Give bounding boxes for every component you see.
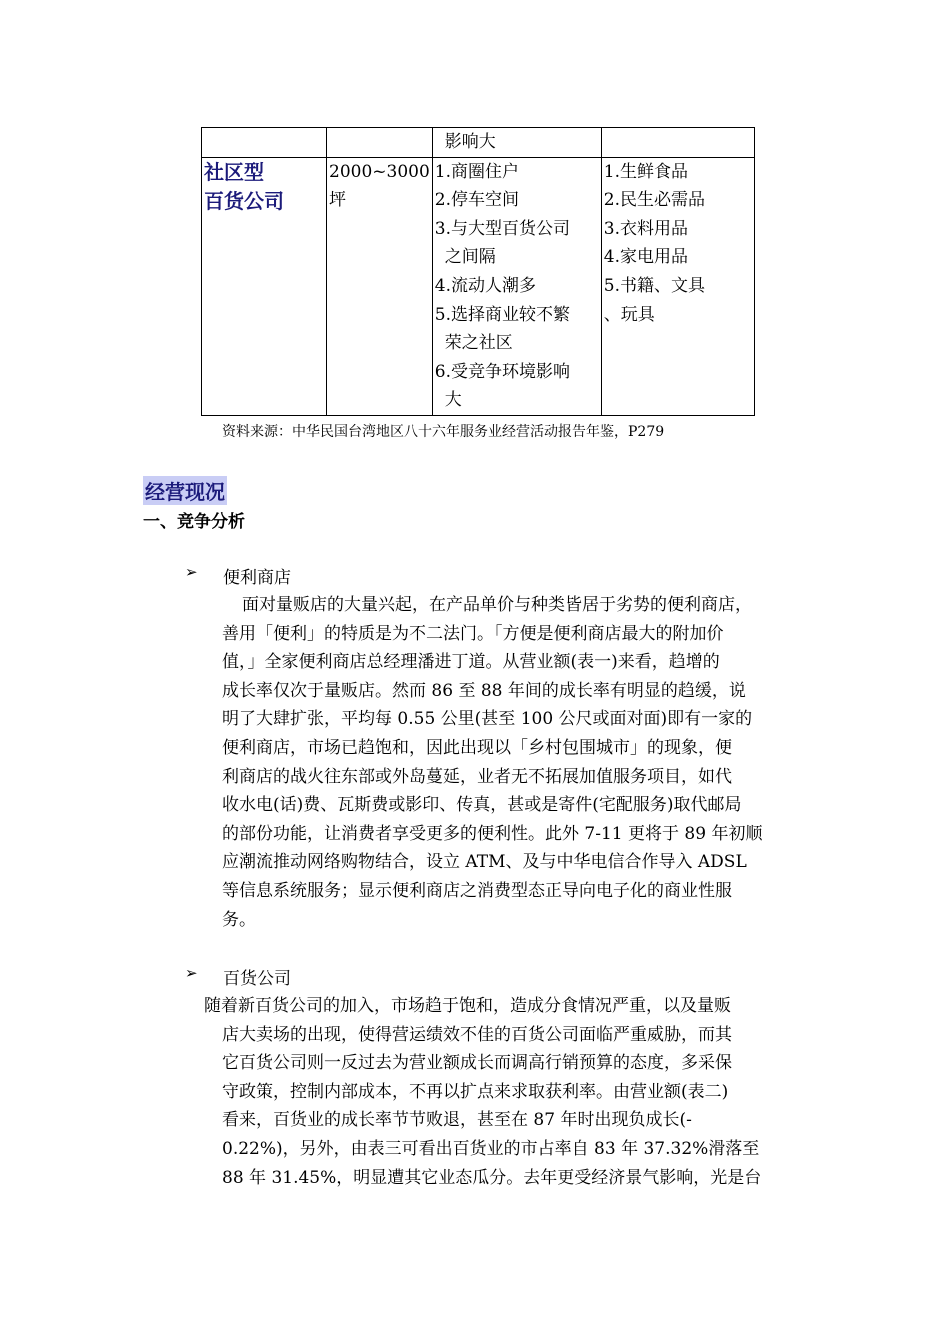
cell-line: 6.受竞争环境影响	[434, 361, 571, 382]
paragraph-line: 的部份功能，让消费者享受更多的便利性。此外 7-11 更将于 89 年初顺	[222, 823, 763, 844]
cell-line: 3.与大型百货公司	[434, 218, 571, 239]
paragraph-line: 值，」全家便利商店总经理潘进丁道。从营业额(表一)来看，趋增的	[222, 652, 720, 673]
paragraph-department-store	[204, 992, 761, 1192]
bullet-label: 百货公司	[223, 969, 291, 989]
paragraph-line: 善用「便利」的特质是为不二法门。「方便是便利商店最大的附加价	[222, 623, 724, 644]
subheading: 一、竞争分析	[143, 512, 245, 532]
section-title: 经营现况	[143, 476, 227, 505]
cell-line: 3.衣料用品	[603, 218, 689, 239]
cell-line: 2.民生必需品	[603, 190, 706, 211]
paragraph-convenience-store	[222, 591, 762, 934]
cell-line: 大	[444, 390, 462, 411]
location-cell	[432, 157, 601, 415]
paragraph-line: 88 年 31.45%，明显遭其它业态瓜分。去年更受经济景气影响，光是台	[222, 1167, 762, 1188]
paragraph-line: 成长率仅次于量贩店。然而 86 至 88 年间的成长率有明显的趋缓，说	[222, 680, 746, 701]
arrow-bullet-icon: ➢	[185, 964, 198, 982]
paragraph-line: 它百货公司则一反过去为营业额成长而调高行销预算的态度，多采保	[222, 1053, 732, 1074]
category-line: 社区型	[204, 159, 264, 184]
category-line: 百货公司	[204, 188, 284, 213]
paragraph-line: 随着新百货公司的加入，市场趋于饱和，造成分食情况严重，以及量贩	[204, 996, 731, 1016]
cell-line: 荣之社区	[444, 333, 513, 354]
table-cell	[327, 128, 433, 158]
cell-line: 1.商圈住户	[434, 161, 520, 182]
paragraph-line: 等信息系统服务；显示便利商店之消费型态正导向电子化的商业性服	[222, 880, 732, 901]
table-cell	[202, 128, 327, 158]
table-cell	[432, 128, 601, 158]
goods-cell	[601, 157, 754, 415]
paragraph-line: 店大卖场的出现，使得营运绩效不佳的百货公司面临严重威胁，而其	[222, 1024, 732, 1045]
paragraph-line: 务。	[222, 909, 256, 930]
cell-line: 4.家电用品	[603, 247, 689, 268]
cell-line: 、玩具	[603, 304, 655, 325]
table-row	[202, 157, 755, 415]
table-cell	[601, 128, 754, 158]
category-cell	[202, 157, 327, 415]
bullet-label: 便利商店	[223, 568, 291, 588]
area-cell	[327, 157, 433, 415]
paragraph-line: 守政策，控制内部成本，不再以扩点来求取获利率。由营业额(表二)	[222, 1081, 729, 1102]
cell-text: 影响大	[444, 132, 496, 152]
cell-line: 5.选择商业较不繁	[434, 304, 571, 325]
cell-line: 5.书籍、文具	[603, 275, 706, 296]
paragraph-line: 明了大肆扩张，平均每 0.55 公里(甚至 100 公尺或面对面)即有一家的	[222, 709, 753, 730]
paragraph-line: 面对量贩店的大量兴起，在产品单价与种类皆居于劣势的便利商店，	[242, 595, 752, 615]
cell-line: 4.流动人潮多	[434, 275, 537, 296]
store-type-table	[201, 127, 755, 416]
cell-line: 之间隔	[444, 247, 496, 268]
area-line: 坪	[329, 190, 346, 211]
paragraph-line: 便利商店，市场已趋饱和，因此出现以「乡村包围城市」的现象，便	[222, 737, 732, 758]
paragraph-line: 利商店的战火往东部或外岛蔓延，业者无不拓展加值服务项目，如代	[222, 766, 732, 787]
cell-line: 1.生鲜食品	[603, 161, 689, 182]
cell-line: 2.停车空间	[434, 190, 520, 211]
table-source-note: 资料来源：中华民国台湾地区八十六年服务业经营活动报告年鉴，P279	[222, 424, 665, 440]
arrow-bullet-icon: ➢	[185, 563, 198, 581]
paragraph-line: 0.22%)，另外，由表三可看出百货业的市占率自 83 年 37.32%滑落至	[222, 1138, 760, 1159]
area-line: 2000~3000	[329, 161, 430, 182]
paragraph-line: 看来，百货业的成长率节节败退，甚至在 87 年时出现负成长(-	[222, 1110, 692, 1131]
paragraph-line: 收水电(话)费、瓦斯费或影印、传真，甚或是寄件(宅配服务)取代邮局	[222, 795, 742, 816]
table-row	[202, 128, 755, 158]
paragraph-line: 应潮流推动网络购物结合，设立 ATM、及与中华电信合作导入 ADSL	[222, 852, 747, 873]
